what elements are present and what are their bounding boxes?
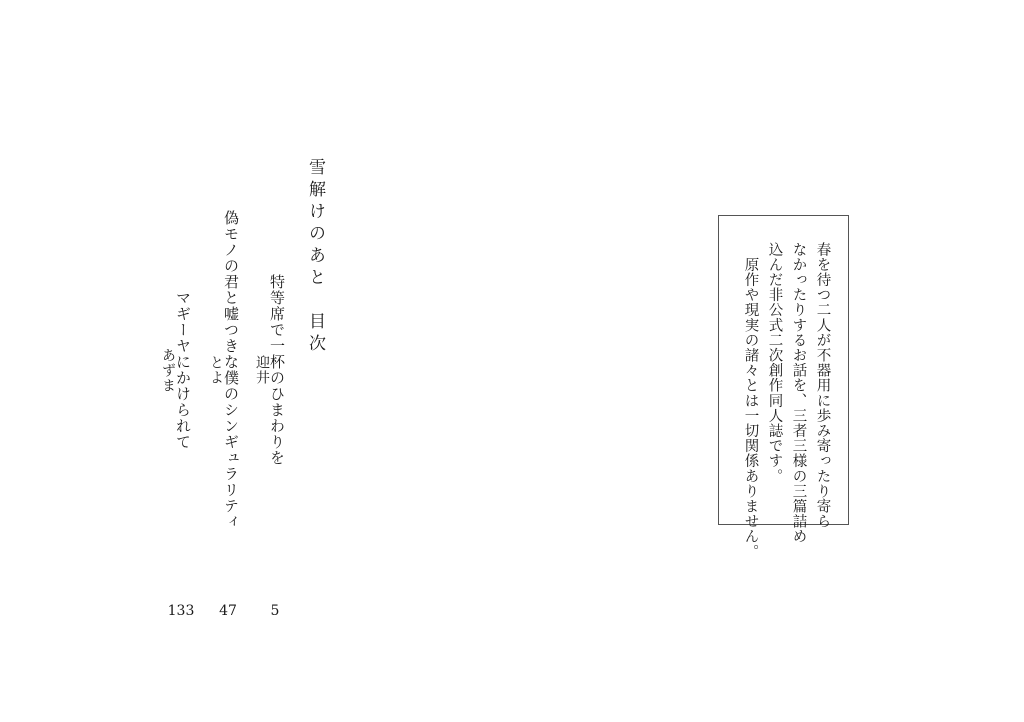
entry-author: とよ — [208, 355, 224, 385]
toc-entry[interactable] — [160, 150, 192, 590]
entry-title: マギーヤにかけられて — [174, 290, 192, 450]
entry-title: 特等席で一杯のひまわりを — [268, 274, 286, 466]
notice-line: 春を待つ二人が不器用に歩み寄ったり寄ら — [814, 242, 831, 529]
entry-page-number: 47 — [219, 603, 237, 619]
entry-page-number: 133 — [167, 603, 195, 619]
toc-entry[interactable] — [254, 150, 286, 590]
entry-author: 迎井 — [254, 355, 270, 385]
entry-page-number: 5 — [270, 603, 280, 619]
entry-title: 偽モノの君と嘘つきな僕のシンギュラリティ — [222, 210, 240, 530]
notice-line: 原作や現実の諸々とは一切関係ありません。 — [742, 242, 759, 560]
notice-box — [718, 215, 849, 560]
notice-line: 込んだ非公式二次創作同人誌です。 — [766, 242, 783, 484]
entry-author: あずま — [160, 347, 176, 393]
toc-entry[interactable] — [208, 150, 240, 590]
notice-line: なかったりするお話を、三者三様の三篇詰め — [790, 242, 807, 544]
toc-heading: 雪解けのあと 目次 — [305, 158, 325, 356]
